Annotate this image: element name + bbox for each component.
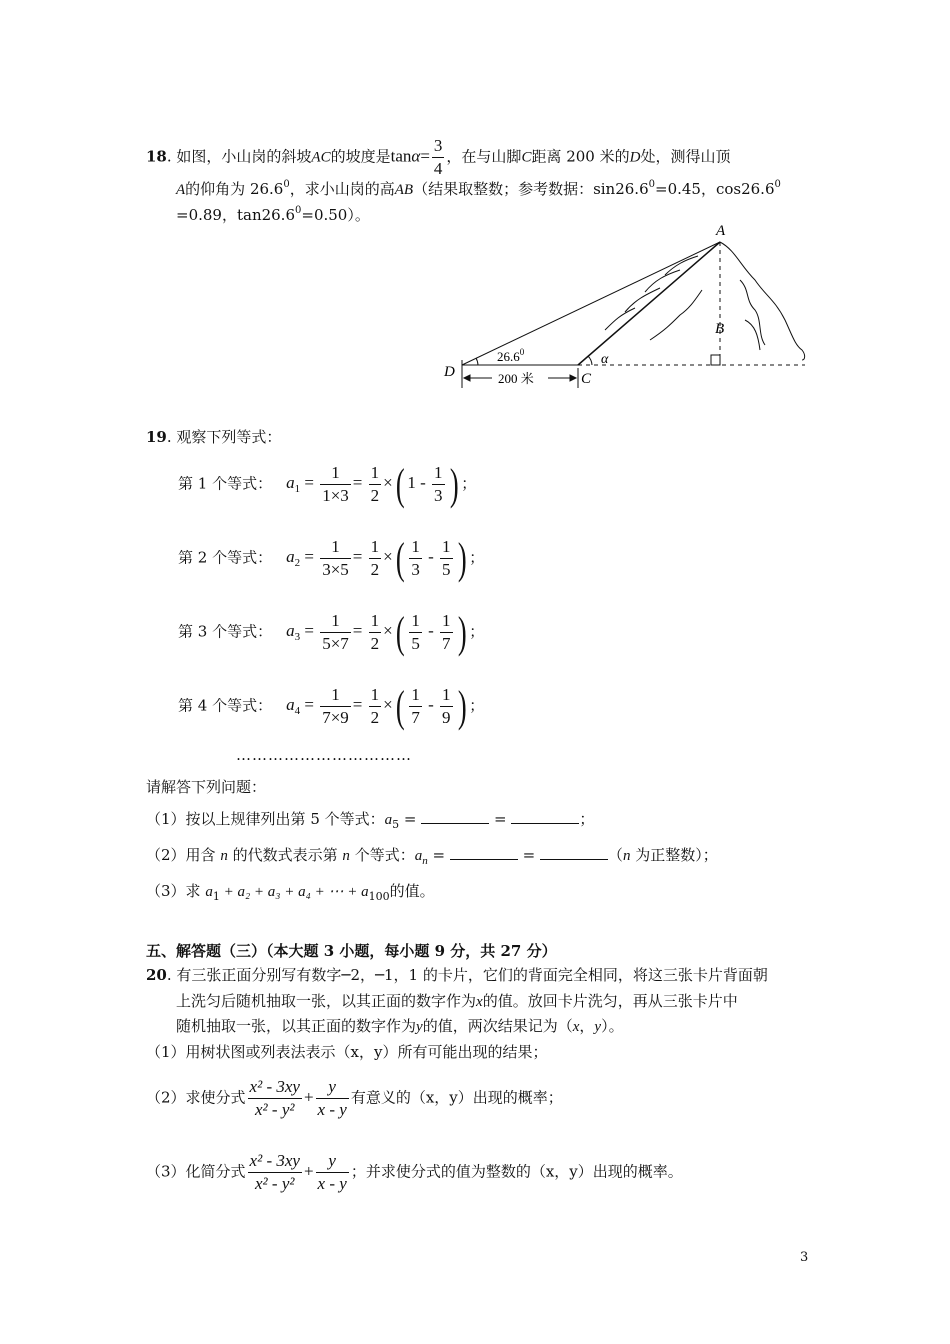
var-y: y [416,1019,423,1035]
var-a: a [361,884,369,900]
numerator: 1 [440,610,453,633]
label-ac: AC [311,149,331,166]
subscript: 3 [294,631,301,644]
page-number: 3 [800,1250,809,1265]
right-paren: ) [449,459,459,509]
q20-line3 [176,1015,624,1036]
var-a: a [205,884,213,900]
denominator: 2 [370,486,380,505]
subscript: 2 [294,557,301,570]
q20-text: 的值，两次结果记为（ [422,1017,573,1035]
semicolon: ； [579,810,595,828]
numerator: 1 [409,684,422,707]
right-paren: ) [457,533,467,583]
right-paren: ) [457,607,467,657]
label-c: C [521,149,532,166]
numerator: 1 [409,610,422,633]
q19-part2 [146,844,718,867]
answer-blank-3[interactable] [450,845,518,860]
label-d: D [629,149,641,166]
q19-number: 19 [146,428,167,446]
times: × [383,695,393,715]
alpha-label: α [601,352,609,367]
var-y: y [594,1019,602,1035]
equation-label: 第 2 个等式： [178,548,273,567]
numerator: 1 [369,462,382,485]
degree-sup: 0 [295,205,302,216]
equation-label: 第 3 个等式： [178,622,273,641]
one: 1 [407,473,416,493]
hill-contour [650,290,702,340]
hill-contour [740,280,765,345]
minus: - [428,695,434,715]
equals: = [517,846,540,864]
answer-blank-4[interactable] [540,845,608,860]
denominator: x² - y² [255,1174,295,1193]
q20-text: ）。 [601,1017,624,1035]
sub-100: 100 [368,890,390,903]
sub-n: n [422,855,428,867]
part3-text: 的值。 [389,882,435,900]
fraction [440,684,453,729]
times: × [383,547,393,567]
sum-expression: + a₂ + a₃ + a₄ + ⋯ + [219,884,362,900]
q19-part3 [146,880,435,903]
denominator: 9 [442,708,451,727]
tan-text: tan [390,146,412,166]
q18-text: . 如图，小山岗的斜坡 [166,147,312,166]
denominator: 7 [411,708,420,727]
equation-label: 第 1 个等式： [178,474,273,493]
subscript: 1 [294,483,301,496]
label-a: A [176,182,186,198]
q20-text: 的值。放回卡片洗匀，再从三张卡片中 [482,992,738,1010]
var-a: a [286,695,295,715]
q19-equation-row [178,607,485,657]
half-fraction [369,536,382,581]
degree-sup: 0 [283,179,290,190]
arrow-right [570,375,576,381]
q19-part1 [146,808,594,831]
denominator: 3 [411,560,420,579]
var-a: a [286,621,295,641]
point-c-label: C [581,371,592,387]
q18-text: 处，测得山顶 [640,147,731,166]
part3-text: （3）求 [146,882,201,900]
minus: - [420,473,426,493]
numerator: x² - 3xy [248,1150,302,1173]
part2-text: （2）用含 [146,846,216,864]
q19-equation-row [178,459,477,509]
var-n: n [622,848,631,864]
q18-text: 的仰角为 26.6 [185,180,284,198]
fraction [409,684,422,729]
point-a-label: A [716,223,726,239]
equation-label: 第 4 个等式： [178,696,273,715]
times: × [383,621,393,641]
sub-5: 5 [392,818,400,831]
numerator: y [316,1150,349,1173]
q18-text: （结果取整数；参考数据：sin26.6 [413,180,649,198]
half-fraction [369,610,382,655]
left-paren: ( [395,681,405,731]
point-b-label: B [715,321,725,337]
sub-1: 1 [212,890,220,903]
numerator: 1 [369,684,382,707]
q20-number: 20 [146,966,167,984]
left-paren: ( [395,607,405,657]
denominator: 5 [442,560,451,579]
fraction [409,536,422,581]
numerator: 1 [432,462,445,485]
denominator: x - y [317,1100,347,1119]
q20-line2 [176,990,738,1011]
subscript: 4 [294,705,301,718]
degree-sup: 0 [648,179,655,190]
q20-line1 [146,964,768,985]
angle-arc-c [588,356,592,365]
numerator: 1 [320,536,351,559]
fraction-2 [316,1076,349,1121]
half-fraction [369,462,382,507]
fraction [320,684,351,729]
degree-sup: 0 [774,179,781,190]
numerator: 3 [432,135,445,158]
numerator: 1 [409,536,422,559]
q18-text: =0.89，tan26.6 [176,206,295,224]
fraction [440,610,453,655]
right-angle-mark [711,355,720,365]
q19-equation-row [178,533,485,583]
left-paren: ( [395,459,405,509]
fraction [440,536,453,581]
numerator: 1 [320,462,351,485]
half-fraction [369,684,382,729]
q19-heading [146,426,281,447]
q18-text: =0.50）。 [301,206,370,224]
q18-text: ，在与山脚 [446,147,522,166]
slope-fraction [432,135,445,180]
part2-text: 为正整数）； [635,846,718,864]
part2-text: （2）求使分式 [146,1088,246,1107]
q18-text: 距离 200 米的 [531,147,630,166]
var-n: n [220,848,228,864]
minus: - [428,547,434,567]
times: × [383,473,393,493]
numerator: y [316,1076,349,1099]
fraction [409,610,422,655]
ellipsis-dots: …………………………… [236,746,412,764]
q19-equation-row [178,681,485,731]
numerator: 1 [440,536,453,559]
numerator: 1 [320,610,351,633]
q19-intro: . 观察下列等式： [166,428,282,446]
plus: + [303,1161,314,1181]
numerator: x² - 3xy [248,1076,302,1099]
fraction [320,610,351,655]
var-n: n [342,848,350,864]
q20-part3 [146,1150,683,1195]
q20-part2 [146,1076,563,1121]
denominator: 5×7 [322,634,349,653]
denominator: 7×9 [322,708,349,727]
denominator: 4 [433,159,443,178]
q18-number: 18 [146,147,167,166]
semicolon: ； [461,474,477,493]
numerator: 1 [369,610,382,633]
right-paren: ) [457,681,467,731]
answer-blank-1[interactable] [421,809,489,824]
part2-text: 有意义的（x，y）出现的概率； [350,1088,563,1107]
angle-arc-d [476,358,478,365]
denominator: 3×5 [322,560,349,579]
numerator: 1 [369,536,382,559]
numerator: 1 [440,684,453,707]
var-a: a [286,547,295,567]
var-x: x [572,1019,580,1035]
denominator: 3 [434,486,443,505]
part2-text: 个等式： [354,846,415,864]
hill-figure [440,220,820,395]
q19-prompt: 请解答下列问题： [146,778,267,796]
line-da [462,242,720,365]
var-a: a [286,473,295,493]
equation-body: $a_2$ = $\frac{1}{3\times 5}$ = $\frac{1}{2}$ ×( $\frac{1}{3}$ - $\frac{1}{5}$ ) [286,533,467,583]
fraction-2 [316,1150,349,1195]
plus: + [303,1087,314,1107]
denominator: 2 [370,560,380,579]
denominator: 2 [370,634,380,653]
equals: = [399,810,422,828]
q20-part1: （1）用树状图或列表法表示（x，y）所有可能出现的结果； [146,1043,548,1061]
part2-text: （ [607,846,623,864]
slope-ac [578,242,720,365]
q20-text: ， [579,1017,595,1035]
fraction [432,462,445,507]
denominator: 7 [442,634,451,653]
q18-text: 的坡度是 [330,147,391,166]
fraction-1 [248,1150,302,1195]
numerator: 1 [320,684,351,707]
section5-title: 五、解答题（三）（本大题 3 小题，每小题 9 分，共 27 分） [146,942,557,960]
equals: = [427,846,450,864]
q18-text: ，求小山岗的高 [289,180,395,198]
semicolon: ； [469,696,485,715]
q18-line3 [176,204,370,225]
label-ab: AB [394,182,414,198]
equals: = [420,146,430,166]
q18-text: =0.45，cos26.6 [655,180,775,198]
arrow-left [464,375,470,381]
equation-body: $a_4$ = $\frac{1}{7\times 9}$ = $\frac{1}{2}$ ×( $\frac{1}{7}$ - $\frac{1}{9}$ ) [286,681,467,731]
denominator: 5 [411,634,420,653]
distance-label: 200 米 [498,371,534,386]
minus: - [428,621,434,641]
denominator: x² - y² [255,1100,295,1119]
equation-body: $a_3$ = $\frac{1}{5\times 7}$ = $\frac{1}{2}$ ×( $\frac{1}{5}$ - $\frac{1}{7}$ ) [286,607,467,657]
part3-text: ；并求使分式的值为整数的（x，y）出现的概率。 [350,1162,683,1181]
fraction [320,536,351,581]
part3-text: （3）化简分式 [146,1162,246,1181]
q20-text: 随机抽取一张，以其正面的数字作为 [176,1017,417,1035]
hill-outline [720,242,805,360]
denominator: x - y [317,1174,347,1193]
point-d-label: D [444,364,455,380]
fraction [320,462,351,507]
denominator: 2 [370,708,380,727]
var-a: a [384,812,393,828]
var-a: a [414,848,423,864]
equation-body: $a_1$ = $\frac{1}{1\times 3}$ = $\frac{1}{2}$ ×( 1 - $\frac{1}{3}$ ) [286,459,459,509]
angle-label: 26.6$^0$ [497,347,525,364]
semicolon: ； [469,622,485,641]
part2-text: 的代数式表示第 [232,846,338,864]
equals: = [489,810,512,828]
q20-text: . 有三张正面分别写有数字─2，─1，1 的卡片，它们的背面完全相同，将这三张卡片背面朝 [166,966,768,984]
q18-line1 [146,135,730,180]
q18-line2 [176,178,781,199]
denominator: 1×3 [322,486,349,505]
q20-text: 上洗匀后随机抽取一张，以其正面的数字作为 [176,992,477,1010]
left-paren: ( [395,533,405,583]
semicolon: ； [469,548,485,567]
fraction-1 [248,1076,302,1121]
alpha-symbol: α [411,146,421,166]
part1-text: （1）按以上规律列出第 5 个等式： [146,810,385,828]
hill-contour [745,320,760,350]
var-x: x [476,994,483,1010]
answer-blank-2[interactable] [511,809,579,824]
